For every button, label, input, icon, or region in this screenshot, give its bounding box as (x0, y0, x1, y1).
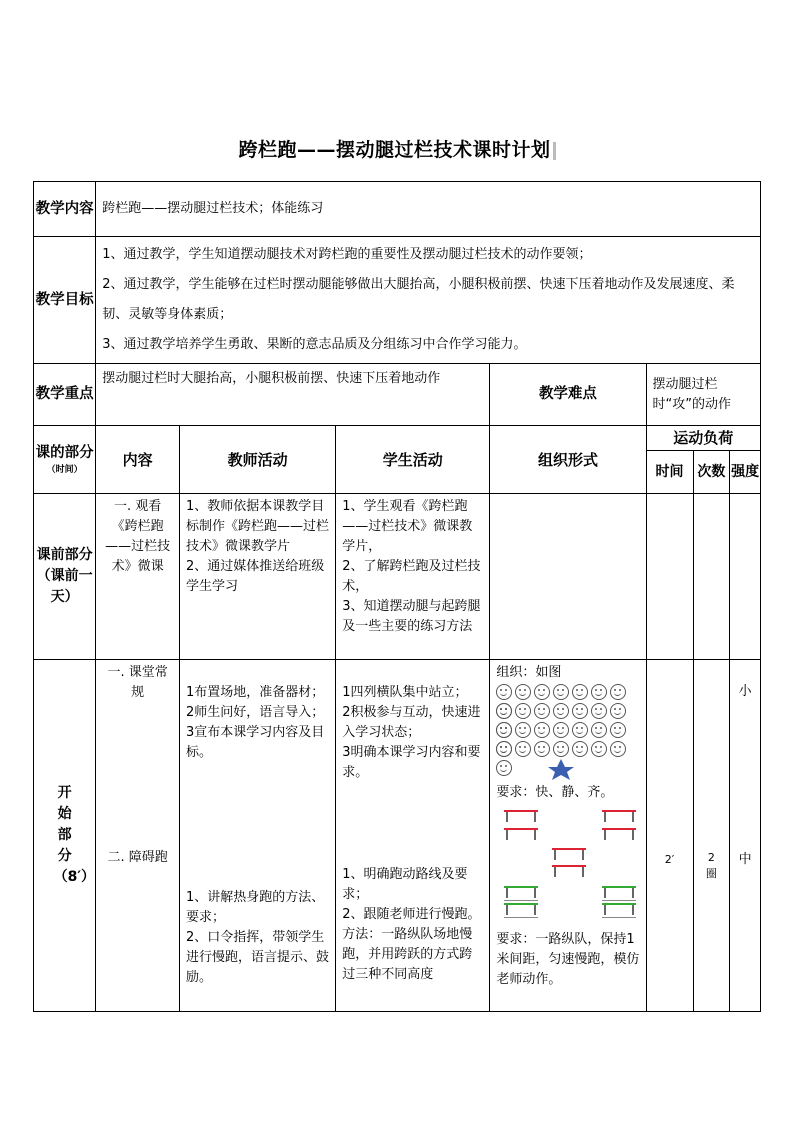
start-student-1: 1四列横队集中站立； 2积极参与互动，快速进入学习状态； 3明确本课学习内容和要求。 (342, 685, 481, 780)
start-time-value: 2′ (664, 853, 675, 866)
smiley-face-icon (572, 722, 588, 738)
start-part-text: 开始部分（8′） (53, 785, 96, 885)
teacher-header: 教师活动 (179, 426, 335, 494)
pre-student: 1、学生观看《跨栏跑——过栏技术》微课教学片， 2、了解跨栏跑及过栏技术， 3、知道摆动腿与起跨腿及一些主要的练习方法 (336, 494, 490, 660)
hurdle-diagram (490, 810, 643, 920)
start-teacher-2: 1、讲解热身跑的方法、要求； 2、口令指挥，带领学生进行慢跑，语言提示、鼓励。 (185, 890, 329, 985)
org-requirement-2: 要求：一路纵队，保持1米间距，匀速慢跑，模仿老师动作。 (496, 932, 640, 987)
key-point-label: 教学重点 (34, 364, 96, 426)
start-count-value: 2圈 (705, 851, 717, 880)
start-teacher (179, 660, 335, 1012)
start-student (336, 660, 490, 1012)
key-point-value: 摆动腿过栏时大腿抬高，小腿积极前摆、快速下压着地动作 (96, 364, 490, 426)
smiley-face-icon (496, 760, 512, 776)
text-cursor (553, 142, 556, 160)
start-teacher-1: 1布置场地，准备器材； 2师生问好，语言导入； 3宣布本课学习内容及目标。 (185, 685, 325, 760)
star-icon (546, 758, 576, 780)
pre-time (646, 494, 693, 660)
smiley-face-icon (515, 703, 531, 719)
org-label: 组织：如图 (496, 665, 562, 680)
smiley-face-icon (610, 722, 626, 738)
smiley-face-icon (496, 741, 512, 757)
content-value: 跨栏跑——摆动腿过栏技术；体能练习 (96, 182, 761, 237)
smiley-face-icon (534, 684, 550, 700)
hurdle-icon (552, 848, 586, 862)
part-header-text: 课的部分 (35, 445, 94, 461)
time-header: 时间 (646, 451, 693, 494)
goals-list (96, 237, 761, 364)
formation-row (496, 683, 639, 702)
hurdle-icon (602, 903, 636, 918)
smiley-face-icon (534, 741, 550, 757)
formation-faces (496, 683, 639, 759)
smiley-face-icon (591, 722, 607, 738)
goal-item: 2、通过教学，学生能够在过栏时摆动腿能够做出大腿抬高，小腿积极前摆、快速下压着地动作及发展速度、柔韧、灵敏等身体素质； (102, 277, 735, 322)
smiley-face-icon (610, 741, 626, 757)
smiley-face-icon (572, 703, 588, 719)
start-count (693, 660, 730, 1012)
start-intensity (730, 660, 761, 1012)
smiley-face-icon (515, 684, 531, 700)
formation-row (496, 740, 639, 759)
start-student-2: 1、明确跑动路线及要求； 2、跟随老师进行慢跑。 方法：一路纵队场地慢跑，并用跨跃的方式跨过三种不同高度 (342, 867, 481, 982)
goal-item: 3、通过教学培养学生勇敢、果断的意志品质及分组练习中合作学习能力。 (102, 337, 527, 352)
hurdle-icon (552, 865, 586, 879)
hurdle-icon (602, 810, 636, 824)
smiley-face-icon (553, 703, 569, 719)
part-header-sub: （时间） (46, 465, 83, 475)
pre-part-label: 课前部分（课前一天） (34, 494, 96, 660)
smiley-face-icon (515, 722, 531, 738)
pre-organization (490, 494, 646, 660)
goal-item: 1、通过教学，学生知道摆动腿技术对跨栏跑的重要性及摆动腿过栏技术的动作要领； (102, 247, 592, 262)
page-title (0, 135, 794, 162)
hurdle-icon (504, 903, 538, 918)
smiley-face-icon (553, 722, 569, 738)
org-requirement-1: 要求：快、静、齐。 (496, 785, 614, 800)
smiley-face-icon (534, 722, 550, 738)
smiley-face-icon (572, 684, 588, 700)
smiley-face-icon (553, 684, 569, 700)
hurdle-icon (602, 886, 636, 901)
start-content-1: 一. 课堂常规 (107, 665, 168, 700)
start-time (646, 660, 693, 1012)
start-organization (490, 660, 646, 1012)
start-part-label (34, 660, 96, 1012)
smiley-face-icon (610, 684, 626, 700)
hurdle-icon (504, 810, 538, 824)
content-header: 内容 (96, 426, 180, 494)
start-intensity-2: 中 (738, 852, 752, 867)
hurdle-icon (504, 828, 538, 842)
load-header: 运动负荷 (646, 426, 760, 451)
smiley-face-icon (496, 684, 512, 700)
intensity-header: 强度 (730, 451, 761, 494)
start-content-2: 二. 障碍跑 (107, 850, 168, 865)
organization-header: 组织形式 (490, 426, 646, 494)
smiley-face-icon (572, 741, 588, 757)
part-header (34, 426, 96, 494)
pre-intensity (730, 494, 761, 660)
start-content (96, 660, 180, 1012)
lesson-plan-table (33, 181, 761, 1012)
goals-label: 教学目标 (34, 237, 96, 364)
hurdle-icon (504, 886, 538, 901)
smiley-face-icon (591, 741, 607, 757)
start-intensity-1: 小 (738, 684, 752, 699)
count-header: 次数 (693, 451, 730, 494)
pre-teacher: 1、教师依据本课教学目标制作《跨栏跑——过栏技术》微课教学片 2、通过媒体推送给班级学生学习 (179, 494, 335, 660)
title-text: 跨栏跑——摆动腿过栏技术课时计划 (238, 139, 551, 161)
pre-content: 一. 观看《跨栏跑——过栏技术》微课 (96, 494, 180, 660)
smiley-face-icon (553, 741, 569, 757)
formation-row (496, 702, 639, 721)
hurdle-icon (602, 828, 636, 842)
smiley-face-icon (591, 684, 607, 700)
smiley-face-icon (534, 703, 550, 719)
content-label: 教学内容 (34, 182, 96, 237)
smiley-face-icon (591, 703, 607, 719)
smiley-face-icon (496, 722, 512, 738)
smiley-face-icon (610, 703, 626, 719)
difficulty-label: 教学难点 (490, 364, 646, 426)
smiley-face-icon (515, 741, 531, 757)
formation-row (496, 721, 639, 740)
student-header: 学生活动 (336, 426, 490, 494)
pre-count (693, 494, 730, 660)
smiley-face-icon (496, 703, 512, 719)
difficulty-value: 摆动腿过栏时“攻”的动作 (646, 364, 760, 426)
